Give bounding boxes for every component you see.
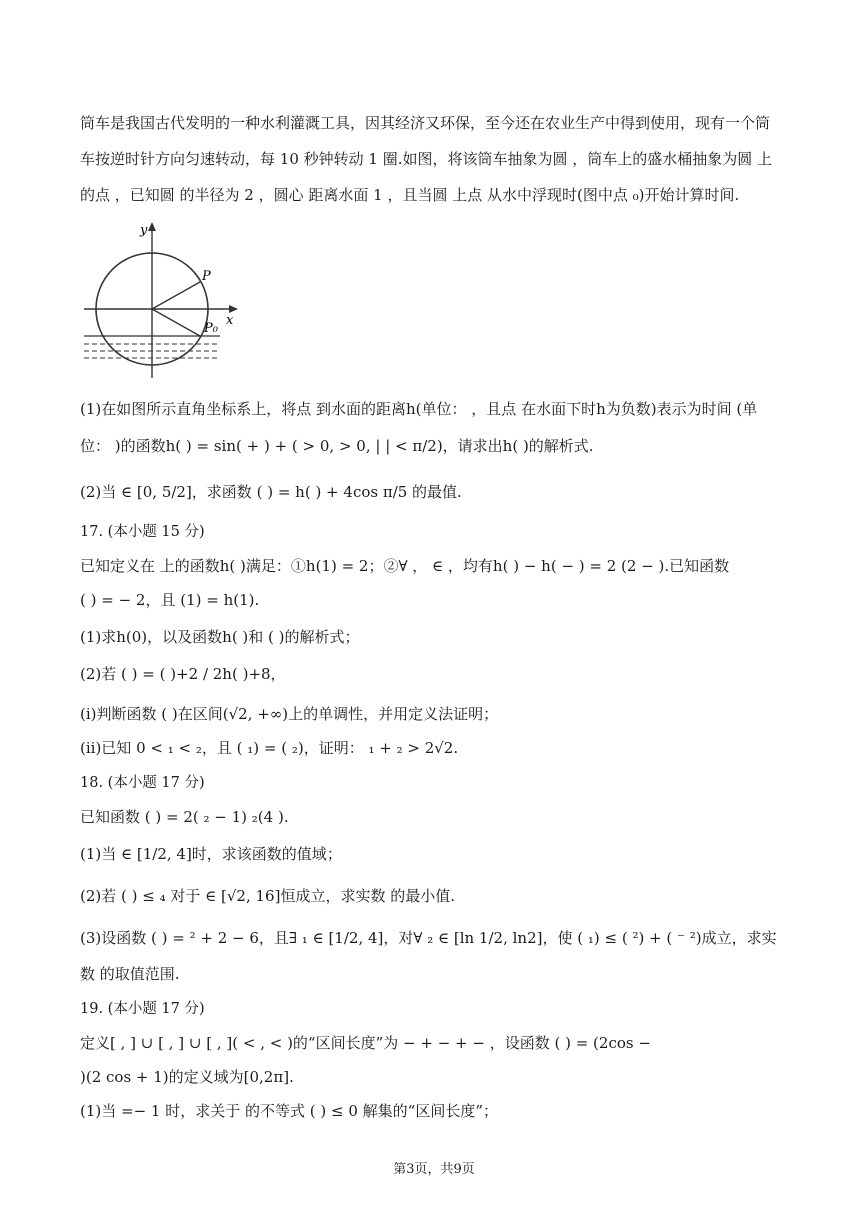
problem18-q3-line-2: 数 的取值范围. xyxy=(80,965,180,983)
problem19-q1: (1)当 =− 1 时，求关于 的不等式 ( ) ≤ 0 解集的“区间长度”； xyxy=(80,1102,498,1120)
problem17-heading: 17. (本小题 15 分) xyxy=(80,524,205,540)
waterwheel-figure xyxy=(82,218,242,383)
problem19-heading: 19. (本小题 17 分) xyxy=(80,1001,205,1017)
problem18-q1: (1)当 ∈ [1/2, 4]时，求该函数的值域； xyxy=(80,845,342,863)
problem18-heading: 18. (本小题 17 分) xyxy=(80,775,205,791)
y-axis-arrow xyxy=(148,222,156,231)
problem16-intro-line-3: 的点 ，已知圆 的半径为 2 ，圆心 距离水面 1 ，且当圆 上点 从水中浮现时(图中点 ₀)开始计算时间. xyxy=(80,186,740,204)
problem17-q2: (2)若 ( ) = ( )+2 / 2h( )+8， xyxy=(80,665,286,683)
problem18-q2: (2)若 ( ) ≤ ₄ 对于 ∈ [√2, 16]恒成立，求实数 的最小值. xyxy=(80,887,455,905)
problem18-q3-line-1: (3)设函数 ( ) = ² + 2 − 6，且∃ ₁ ∈ [1/2, 4]，对∀ ₂ ∈ [ln 1/2, ln2]，使 ( ₁) ≤ ( ²) + ( ⁻ ²)成立，求实 xyxy=(80,929,777,947)
point-p0-label: P₀ xyxy=(204,321,218,336)
point-p-label: P xyxy=(202,269,211,284)
radius-to-p xyxy=(152,282,200,309)
problem16-q1-line-2: 位： )的函数h( ) = sin( + ) + ( > 0, > 0, | | < π/2)，请求出h( )的解析式. xyxy=(80,437,594,455)
problem19-line-1: 定义[ , ] ∪ [ , ] ∪ [ , ]( < , < )的“区间长度”为 − + − + − ，设函数 ( ) = (2cos − xyxy=(80,1034,651,1052)
problem16-q1-line-1: (1)在如图所示直角坐标系上，将点 到水面的距离h(单位： ，且点 在水面下时h为负数)表示为时间 (单 xyxy=(80,400,758,418)
problem17-qi: (i)判断函数 ( )在区间(√2, +∞)上的单调性，并用定义法证明； xyxy=(80,705,499,723)
radius-to-p0 xyxy=(152,309,200,336)
problem18-line-1: 已知函数 ( ) = 2( ₂ − 1) ₂(4 ). xyxy=(80,808,289,826)
problem16-intro-line-1: 筒车是我国古代发明的一种水利灌溉工具，因其经济又环保，至今还在农业生产中得到使用，现有一个筒 xyxy=(80,114,771,132)
x-axis-arrow xyxy=(229,305,238,313)
problem16-q2: (2)当 ∈ [0, 5/2]，求函数 ( ) = h( ) + 4cos π/5 的最值. xyxy=(80,483,462,501)
problem16-intro-line-2: 车按逆时针方向匀速转动，每 10 秒钟转动 1 圈.如图，将该筒车抽象为圆 ，筒车上的盛水桶抽象为圆 上 xyxy=(80,150,773,168)
problem17-line-2: ( ) = − 2，且 (1) = h(1). xyxy=(80,591,260,609)
page-footer: 第3页，共9页 xyxy=(393,1162,475,1177)
x-axis-label: x xyxy=(226,313,234,328)
problem17-q1: (1)求h(0)，以及函数h( )和 ( )的解析式； xyxy=(80,628,360,646)
problem19-line-2: )(2 cos + 1)的定义域为[0,2π]. xyxy=(80,1068,294,1086)
y-axis-label: y xyxy=(140,223,148,238)
problem17-line-1: 已知定义在 上的函数h( )满足：①h(1) = 2；②∀ ， ∈ ，均有h( ) − h( − ) = 2 (2 − ).已知函数 xyxy=(80,557,730,575)
problem17-qii: (ii)已知 0 < ₁ < ₂，且 ( ₁) = ( ₂)，证明： ₁ + ₂ > 2√2. xyxy=(80,739,459,757)
